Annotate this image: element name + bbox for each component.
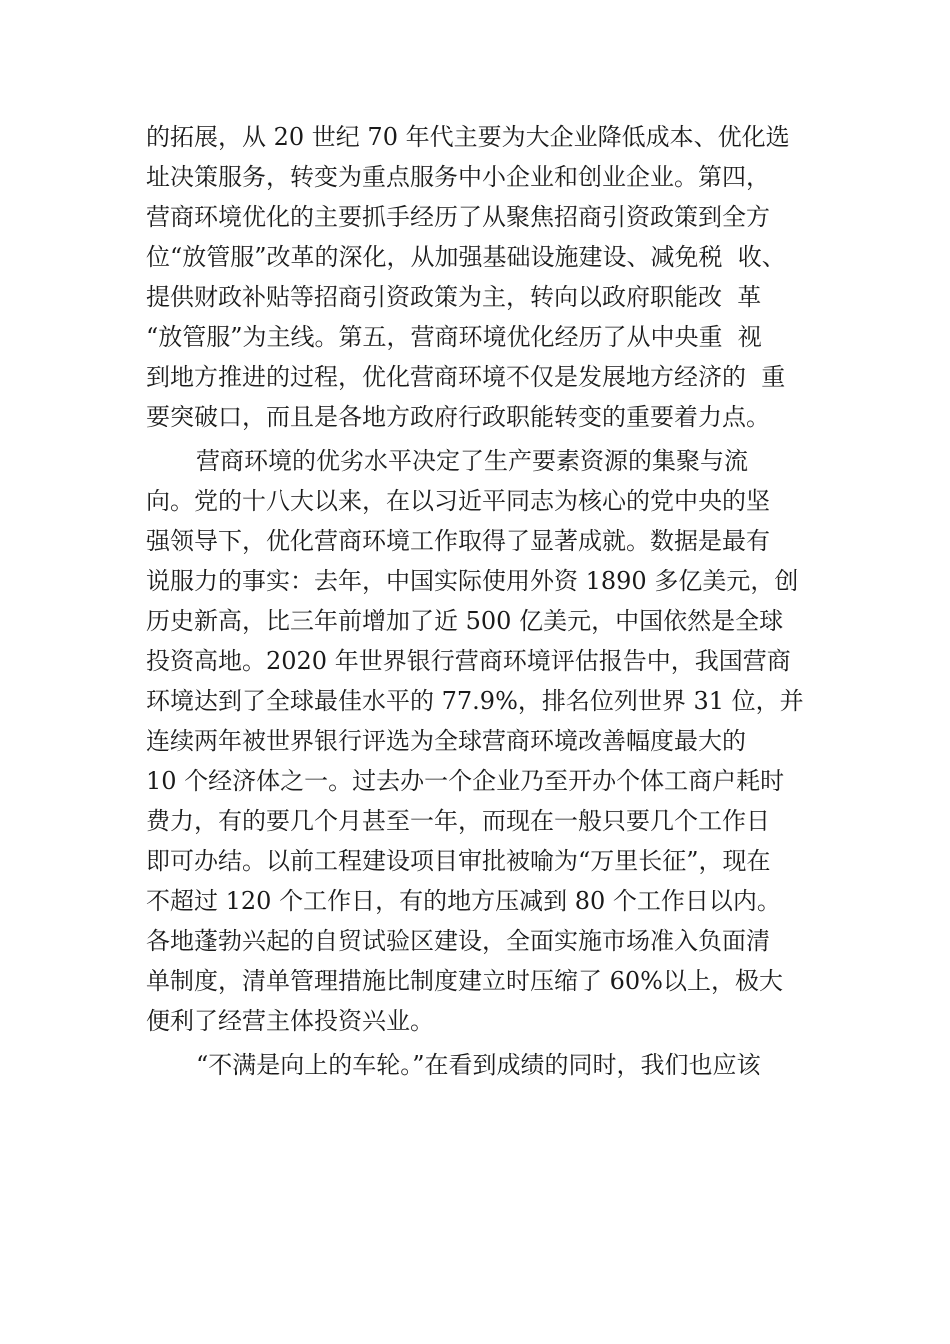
text-line: 要突破口，而且是各地方政府行政职能转变的重要着力点。 xyxy=(146,403,770,431)
text-line: 各地蓬勃兴起的自贸试验区建设，全面实施市场准入负面清 xyxy=(146,927,770,955)
text-line: 提供财政补贴等招商引资政策为主，转向以政府职能改 革 xyxy=(146,283,762,311)
text-line: “放管服”为主线。第五，营商环境优化经历了从中央重 视 xyxy=(146,323,762,351)
text-line: 费力，有的要几个月甚至一年，而现在一般只要几个工作日 xyxy=(146,807,770,835)
text-line: 10 个经济体之一。过去办一个企业乃至开办个体工商户耗时 xyxy=(146,767,785,795)
text-line: 址决策服务，转变为重点服务中小企业和创业企业。第四， xyxy=(146,163,770,191)
text-line: 历史新高，比三年前增加了近 500 亿美元，中国依然是全球 xyxy=(146,607,784,635)
text-line: 即可办结。以前工程建设项目审批被喻为“万里长征”，现在 xyxy=(146,847,771,875)
text-line: 便利了经营主体投资兴业。 xyxy=(146,1007,434,1035)
text-line: 单制度，清单管理措施比制度建立时压缩了 60%以上，极大 xyxy=(146,967,783,995)
text-line: 说服力的事实：去年，中国实际使用外资 1890 多亿美元，创 xyxy=(146,567,799,595)
text-line: 强领导下，优化营商环境工作取得了显著成就。数据是最有 xyxy=(146,527,770,555)
text-line: 连续两年被世界银行评选为全球营商环境改善幅度最大的 xyxy=(146,727,746,755)
text-line: 投资高地。2020 年世界银行营商环境评估报告中，我国营商 xyxy=(146,647,791,675)
text-line: 不超过 120 个工作日，有的地方压减到 80 个工作日以内。 xyxy=(146,887,781,915)
paragraph-start-line: “不满是向上的车轮。”在看到成绩的同时，我们也应该 xyxy=(196,1051,761,1079)
paragraph-start-line: 营商环境的优劣水平决定了生产要素资源的集聚与流 xyxy=(196,447,748,475)
text-line: 的拓展，从 20 世纪 70 年代主要为大企业降低成本、优化选 xyxy=(146,123,790,151)
text-line: 营商环境优化的主要抓手经历了从聚焦招商引资政策到全方 xyxy=(146,203,770,231)
text-line: 环境达到了全球最佳水平的 77.9%，排名位列世界 31 位，并 xyxy=(146,687,804,715)
text-line: 到地方推进的过程，优化营商环境不仅是发展地方经济的 重 xyxy=(146,363,786,391)
text-line: 位“放管服”改革的深化，从加强基础设施建设、减免税 收、 xyxy=(146,243,786,271)
text-line: 向。党的十八大以来，在以习近平同志为核心的党中央的坚 xyxy=(146,487,770,515)
